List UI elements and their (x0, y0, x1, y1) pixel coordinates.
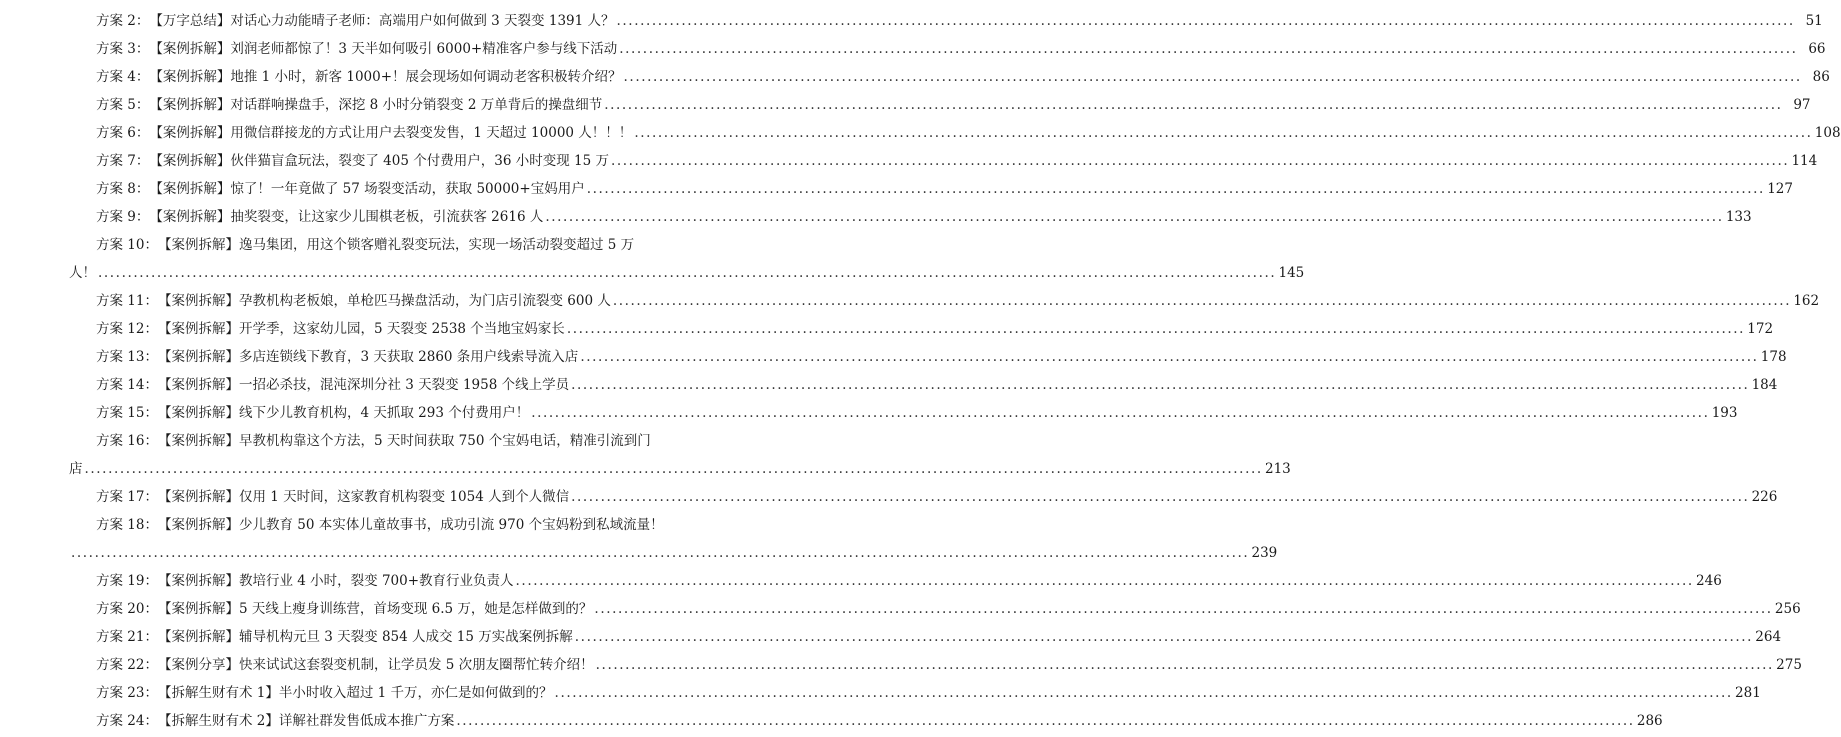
toc-entry-title: 【案例拆解】仅用 1 天时间，这家教育机构裂变 1054 人到个人微信 (157, 489, 570, 505)
toc-entry-title: 【案例拆解】一招必杀技，混沌深圳分社 3 天裂变 1958 个线上学员 (157, 377, 570, 393)
toc-entry-label: 方案 14： (96, 377, 158, 393)
toc-entry[interactable] (0, 287, 1820, 315)
toc-entry-page-number: 145 (1278, 265, 1305, 281)
toc-entry-label: 方案 23： (96, 685, 158, 701)
toc-entry-page-number: 239 (1251, 545, 1278, 561)
toc-entry-label: 方案 4： (96, 69, 150, 85)
toc-entry-page-number: 193 (1711, 405, 1738, 421)
toc-entry-label: 方案 8： (96, 181, 150, 197)
toc-entry-label: 方案 17： (96, 489, 158, 505)
toc-entry-label: 方案 19： (96, 573, 158, 589)
toc-entry[interactable] (0, 511, 1278, 567)
dot-leader: ........................................................................................................................................................................................................ (571, 489, 1750, 505)
toc-entry-page-number: 246 (1696, 573, 1722, 589)
toc-entry-label: 方案 5： (96, 97, 150, 113)
toc-entry-title: 【案例拆解】惊了！一年竟做了 57 场裂变活动，获取 50000+宝妈用户 (149, 181, 585, 197)
dot-leader: ........................................................................................................................................................................................................ (71, 545, 1250, 561)
dot-leader: ........................................................................................................................................................................................................ (456, 713, 1635, 729)
toc-entry-page-number: 86 (1812, 69, 1830, 85)
dot-leader: ........................................................................................................................................................................................................ (545, 209, 1724, 225)
toc-entry[interactable] (0, 399, 1738, 427)
toc-entry-title: 【案例拆解】地推 1 小时，新客 1000+！展会现场如何调动老客积极转介绍？ (149, 69, 622, 85)
toc-entry-title: 【万字总结】对话心力动能晴子老师：高端用户如何做到 3 天裂变 1391 人？ (149, 13, 615, 29)
toc-entry-title: 【案例拆解】少儿教育 50 本实体儿童故事书，成功引流 970 个宝妈粉到私域流量！ (157, 517, 664, 533)
toc-entry-label: 方案 12： (96, 321, 158, 337)
toc-entry-page-number: 66 (1808, 41, 1826, 57)
toc-entry-page-number: 178 (1760, 349, 1787, 365)
toc-entry-page-number: 286 (1636, 713, 1663, 729)
toc-entry-title: 【案例分享】快来试试这套裂变机制，让学员发 5 次朋友圈帮忙转介绍！ (157, 657, 594, 673)
toc-entry-label: 方案 13： (96, 349, 158, 365)
dot-leader: ........................................................................................................................................................................................................ (594, 601, 1773, 617)
toc-entry-page-number: 114 (1791, 153, 1818, 169)
dot-leader: ........................................................................................................................................................................................................ (586, 181, 1765, 197)
dot-leader: ........................................................................................................................................................................................................ (515, 573, 1694, 589)
table-of-contents (0, 7, 1841, 735)
toc-entry-title: 【案例拆解】逸马集团，用这个锁客赠礼裂变玩法，实现一场活动裂变超过 5 万 (157, 237, 635, 253)
toc-entry-page-number: 127 (1767, 181, 1793, 197)
toc-entry-title: 【拆解生财有术 1】半小时收入超过 1 千万，亦仁是如何做到的？ (157, 685, 553, 701)
toc-entry-label: 方案 15： (96, 405, 158, 421)
toc-entry-title: 【拆解生财有术 2】详解社群发售低成本推广方案 (157, 713, 455, 729)
toc-entry-label: 方案 3： (96, 41, 150, 57)
toc-entry-page-number: 51 (1805, 13, 1823, 29)
toc-entry-title: 【案例拆解】5 天线上瘦身训练营，首场变现 6.5 万，她是怎样做到的？ (157, 601, 593, 617)
toc-entry-title: 【案例拆解】伙伴猫盲盒玩法，裂变了 405 个付费用户，36 小时变现 15 万 (149, 153, 609, 169)
toc-entry-page-number: 97 (1793, 97, 1811, 113)
toc-entry[interactable] (0, 679, 1761, 707)
toc-entry-label: 方案 18： (96, 517, 158, 533)
toc-entry-title-continued: 店 (69, 461, 83, 477)
toc-entry-page-number: 172 (1747, 321, 1774, 337)
dot-leader: ........................................................................................................................................................................................................ (84, 461, 1263, 477)
toc-entry-title: 【案例拆解】对话群响操盘手，深挖 8 小时分销裂变 2 万单背后的操盘细节 (149, 97, 603, 113)
toc-entry-label: 方案 21： (96, 629, 158, 645)
toc-entry-label: 方案 9： (96, 209, 150, 225)
dot-leader: ........................................................................................................................................................................................................ (595, 657, 1774, 673)
toc-entry[interactable] (0, 343, 1787, 371)
toc-entry[interactable] (0, 203, 1752, 231)
toc-entry[interactable] (0, 483, 1778, 511)
toc-entry[interactable] (0, 91, 1811, 119)
toc-entry-page-number: 133 (1725, 209, 1752, 225)
dot-leader: ........................................................................................................................................................................................................ (619, 41, 1798, 57)
toc-entry[interactable] (0, 175, 1793, 203)
dot-leader: ........................................................................................................................................................................................................ (634, 125, 1813, 141)
toc-entry-label: 方案 2： (96, 13, 150, 29)
dot-leader: ........................................................................................................................................................................................................ (623, 69, 1802, 85)
toc-entry[interactable] (0, 35, 1826, 63)
dot-leader: ........................................................................................................................................................................................................ (98, 265, 1277, 281)
toc-entry-page-number: 226 (1751, 489, 1778, 505)
toc-entry[interactable] (0, 595, 1801, 623)
toc-entry-page-number: 264 (1755, 629, 1782, 645)
toc-entry-title: 【案例拆解】抽奖裂变，让这家少儿围棋老板，引流获客 2616 人 (149, 209, 544, 225)
toc-entry-page-number: 213 (1264, 461, 1291, 477)
toc-entry-title: 【案例拆解】刘润老师都惊了！3 天半如何吸引 6000+精准客户参与线下活动 (149, 41, 618, 57)
dot-leader: ........................................................................................................................................................................................................ (610, 153, 1790, 169)
toc-entry-page-number: 108 (1814, 125, 1841, 141)
toc-entry[interactable] (0, 567, 1722, 595)
toc-entry[interactable] (0, 315, 1774, 343)
toc-entry[interactable] (0, 707, 1663, 735)
dot-leader: ........................................................................................................................................................................................................ (612, 293, 1792, 309)
dot-leader: ........................................................................................................................................................................................................ (554, 685, 1733, 701)
toc-entry-label: 方案 22： (96, 657, 158, 673)
toc-entry[interactable] (0, 623, 1782, 651)
toc-entry-page-number: 281 (1735, 685, 1761, 701)
toc-entry-title: 【案例拆解】孕教机构老板娘，单枪匹马操盘活动，为门店引流裂变 600 人 (157, 293, 611, 309)
toc-entry-title: 【案例拆解】线下少儿教育机构，4 天抓取 293 个付费用户！ (157, 405, 530, 421)
toc-entry-label: 方案 20： (96, 601, 158, 617)
toc-entry-label: 方案 6： (96, 125, 150, 141)
toc-entry-page-number: 184 (1751, 377, 1778, 393)
dot-leader: ........................................................................................................................................................................................................ (574, 629, 1754, 645)
dot-leader: ........................................................................................................................................................................................................ (616, 13, 1795, 29)
toc-entry-title: 【案例拆解】开学季，这家幼儿园，5 天裂变 2538 个当地宝妈家长 (157, 321, 565, 337)
toc-entry[interactable] (0, 231, 1305, 287)
toc-entry-label: 方案 7： (96, 153, 150, 169)
toc-entry[interactable] (0, 371, 1778, 399)
toc-entry-title: 【案例拆解】辅导机构元旦 3 天裂变 854 人成交 15 万实战案例拆解 (157, 629, 573, 645)
toc-entry[interactable] (0, 7, 1823, 35)
toc-entry-label: 方案 10： (96, 237, 158, 253)
toc-entry[interactable] (0, 63, 1830, 91)
toc-entry-page-number: 162 (1793, 293, 1820, 309)
dot-leader: ........................................................................................................................................................................................................ (604, 97, 1783, 113)
toc-entry-title: 【案例拆解】早教机构靠这个方法，5 天时间获取 750 个宝妈电话，精准引流到门 (157, 433, 651, 449)
toc-entry[interactable] (0, 427, 1291, 483)
dot-leader: ........................................................................................................................................................................................................ (571, 377, 1750, 393)
toc-entry[interactable] (0, 147, 1818, 175)
dot-leader: ........................................................................................................................................................................................................ (531, 405, 1710, 421)
toc-entry-title-continued: 人！ (69, 265, 96, 281)
toc-entry-label: 方案 16： (96, 433, 158, 449)
toc-entry-page-number: 256 (1774, 601, 1801, 617)
toc-entry-page-number: 275 (1776, 657, 1802, 673)
toc-entry-label: 方案 24： (96, 713, 158, 729)
toc-entry-title: 【案例拆解】教培行业 4 小时，裂变 700+教育行业负责人 (157, 573, 514, 589)
dot-leader: ........................................................................................................................................................................................................ (566, 321, 1746, 337)
dot-leader: ........................................................................................................................................................................................................ (580, 349, 1759, 365)
toc-entry[interactable] (0, 651, 1802, 679)
toc-entry-title: 【案例拆解】多店连锁线下教育，3 天获取 2860 条用户线索导流入店 (157, 349, 579, 365)
toc-entry[interactable] (0, 119, 1841, 147)
toc-entry-title: 【案例拆解】用微信群接龙的方式让用户去裂变发售，1 天超过 10000 人！！！ (149, 125, 633, 141)
toc-entry-label: 方案 11： (96, 293, 158, 309)
